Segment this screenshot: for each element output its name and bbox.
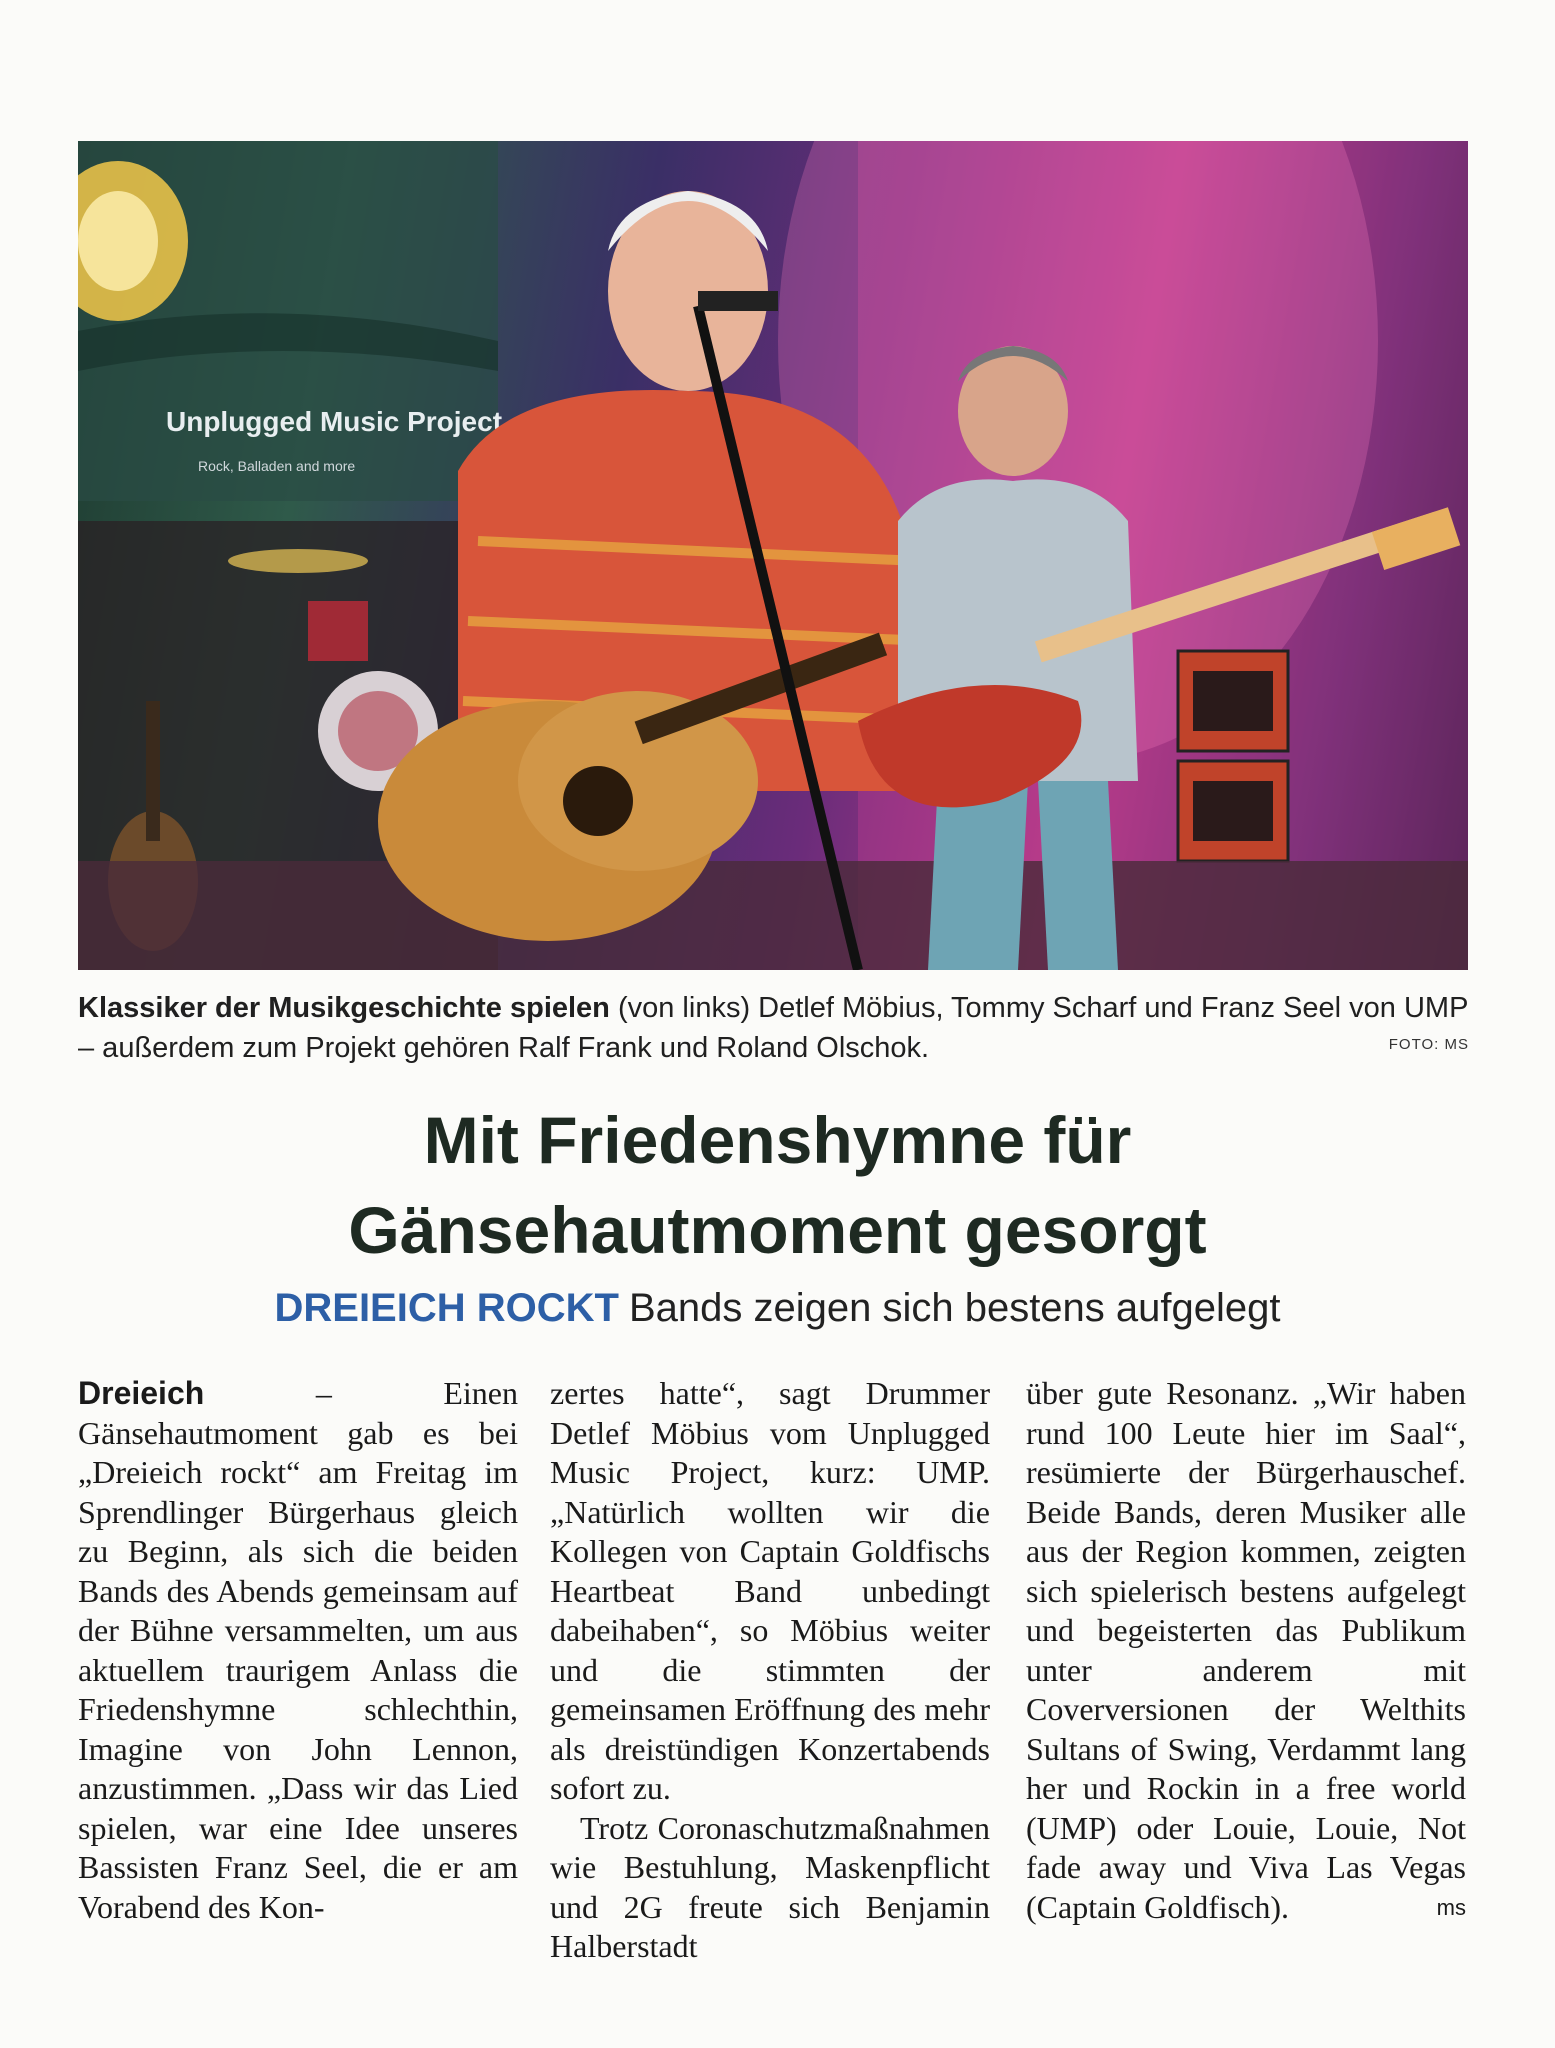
- photo-credit: FOTO: MS: [1388, 1036, 1469, 1053]
- dateline: Dreieich: [78, 1375, 205, 1411]
- article-photo: [78, 141, 1468, 970]
- kicker: DREIEICH ROCKT: [274, 1286, 619, 1330]
- screen-subtitle: Rock, Balladen and more: [198, 458, 356, 474]
- photo-caption: [78, 988, 1470, 1068]
- article-column-3: [1026, 1374, 1466, 1927]
- author-initials: ms: [1436, 1894, 1466, 1920]
- article-column-1: [78, 1374, 518, 1927]
- column-1-text: – Einen Gänsehautmoment gab es bei „Dreieich rockt“ am Freitag im Sprendlinger Bürgerhaus gleich zu Beginn, als sich die beiden Bands des Abends gemeinsam auf der Bühne versammelten, um aus aktuellem traurigem Anlass die Friedenshymne schlechthin, Imagine von John Lennon, anzustimmen. „Dass wir das Lied spielen, war eine Idee unseres Bassisten Franz Seel, die er am Vorabend des Kon-: [78, 1375, 518, 1925]
- caption-text: (von links) Detlef Möbius, Tommy Scharf und Franz Seel von UMP – außerdem zum Projekt gehören Ralf Frank und Roland Olschok.: [78, 992, 1468, 1064]
- screen-title: Unplugged Music Project: [166, 406, 503, 437]
- column-2-paragraph-2: Trotz Coronaschutzmaßnahmen wie Bestuhlung, Maskenpflicht und 2G freute sich Benjamin Halberstadt: [550, 1809, 990, 1964]
- article-column-2: [550, 1374, 990, 1967]
- headline-line2: Gänsehautmoment gesorgt: [348, 1193, 1207, 1267]
- headline: [0, 1095, 1555, 1275]
- column-3-text: über gute Resonanz. „Wir haben rund 100 Leute hier im Saal“, resümierte der Bürgerhauschef. Beide Bands, deren Musiker alle aus der Region kommen, zeigten sich spielerisch bestens aufgelegt und begeisterten das Publikum unter anderem mit Coverversionen der Welthits Sultans of Swing, Verdammt lang her und Rockin in a free world (UMP) oder Louie, Louie, Not fade away und Viva Las Vegas (Captain Goldfisch).: [1026, 1375, 1466, 1925]
- headline-line1: Mit Friedenshymne für: [423, 1103, 1132, 1177]
- column-2-text: zertes hatte“, sagt Drummer Detlef Möbius vom Unplugged Music Project, kurz: UMP. „Natürlich wollten wir die Kollegen von Captain Goldfischs Heartbeat Band unbedingt dabeihaben“, so Möbius weiter und die stimmten der gemeinsamen Eröffnung des mehr als dreistündigen Konzertabends sofort zu.: [550, 1375, 990, 1806]
- subheadline-text: Bands zeigen sich bestens aufgelegt: [628, 1286, 1281, 1330]
- caption-lead: Klassiker der Musikgeschichte spielen: [78, 992, 610, 1024]
- concert-photo-illustration: [78, 141, 1468, 970]
- subheadline: [0, 1286, 1555, 1331]
